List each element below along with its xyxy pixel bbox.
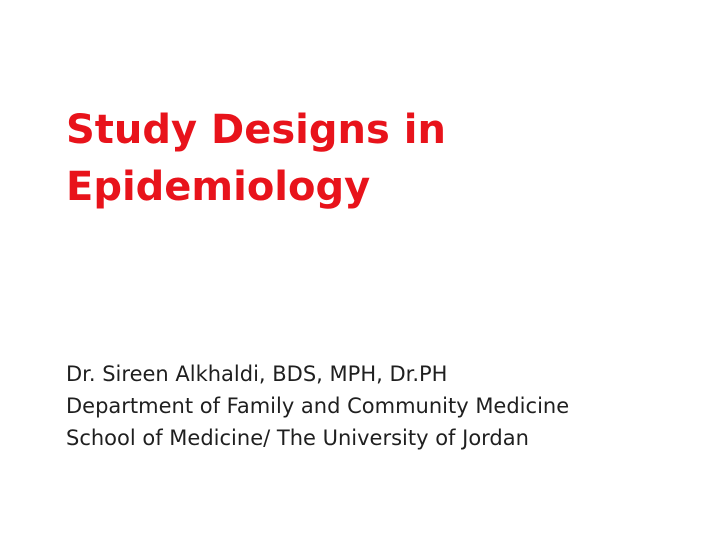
slide-subtitle (66, 358, 716, 454)
department-line: Department of Family and Community Medicine (66, 394, 570, 418)
slide-title-line-2: Epidemiology (66, 164, 371, 210)
author-line: Dr. Sireen Alkhaldi, BDS, MPH, Dr.PH (66, 362, 448, 386)
slide-title-line-1: Study Designs in (66, 107, 446, 153)
slide-title (66, 102, 686, 216)
institution-line: School of Medicine/ The University of Jordan (66, 426, 529, 450)
